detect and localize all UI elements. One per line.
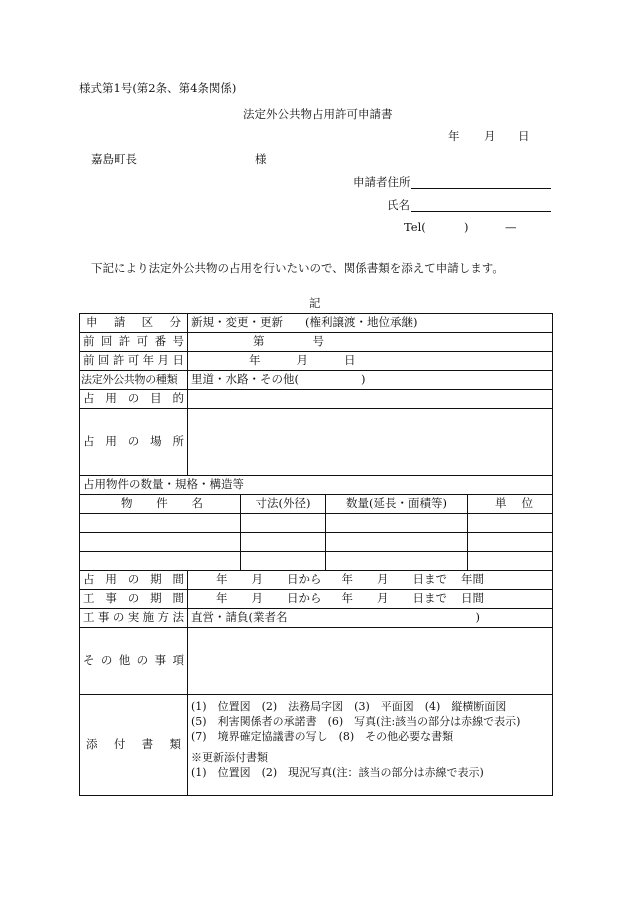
value-other[interactable] [188, 628, 553, 695]
item-unit-cell[interactable] [468, 552, 553, 571]
date-day: 日 [518, 129, 530, 143]
value-prev-permit-no[interactable]: 第 号 [188, 333, 553, 352]
col-item-size: 寸法(外径) [241, 495, 326, 514]
honorific: 様 [255, 152, 267, 166]
tel-paren: ) [464, 220, 469, 234]
item-quantity-cell[interactable] [326, 552, 468, 571]
row-prev-permit-no [80, 333, 553, 352]
col-item-name: 物 件 名 [80, 495, 241, 514]
item-unit-cell[interactable] [468, 533, 553, 552]
row-other [80, 628, 553, 695]
label-application-type: 申 請 区 分 [80, 314, 188, 333]
intro-text: 下記により法定外公共物の占用を行いたいので、関係書類を添えて申請します。 [91, 261, 504, 275]
label-prev-permit-date: 前 回 許 可 年 月 日 [80, 352, 188, 371]
row-location [80, 409, 553, 476]
value-attachments [188, 695, 553, 796]
value-application-type[interactable]: 新規・変更・更新 (権利譲渡・地位承継) [188, 314, 553, 333]
row-purpose [80, 390, 553, 409]
tel-dash: — [505, 220, 517, 234]
col-item-unit: 単 位 [468, 495, 553, 514]
row-items-columns [80, 495, 553, 514]
item-size-cell[interactable] [241, 552, 326, 571]
item-size-cell[interactable] [241, 533, 326, 552]
row-occupancy-period [80, 571, 553, 590]
value-prev-permit-date[interactable]: 年 月 日 [188, 352, 553, 371]
label-construction-period: 工 事 の 期 間 [80, 590, 188, 609]
row-property-type [80, 371, 553, 390]
row-construction-method [80, 609, 553, 628]
row-application-type [80, 314, 553, 333]
label-other: そ の 他 の 事 項 [80, 628, 188, 695]
value-purpose[interactable] [188, 390, 553, 409]
item-name-cell[interactable] [80, 514, 241, 533]
item-name-cell[interactable] [80, 533, 241, 552]
table-row [80, 552, 553, 571]
value-construction-method[interactable]: 直営・請負(業者名 ) [188, 609, 553, 628]
date-month: 月 [484, 129, 496, 143]
applicant-name-field[interactable] [411, 197, 551, 212]
col-item-quantity: 数量(延長・面積等) [326, 495, 468, 514]
attachments-line-2: (5) 利害関係者の承諾書 (6) 写真(注:該当の部分は赤線で表示) [191, 715, 521, 728]
label-construction-method: 工 事 の 実 施 方 法 [80, 609, 188, 628]
label-occupancy-period: 占 用 の 期 間 [80, 571, 188, 590]
label-property-type: 法定外公共物の種類 [80, 371, 188, 390]
item-quantity-cell[interactable] [326, 533, 468, 552]
item-name-cell[interactable] [80, 552, 241, 571]
value-location[interactable] [188, 409, 553, 476]
label-attachments: 添 付 書 類 [80, 695, 188, 796]
date-year: 年 [448, 129, 460, 143]
label-purpose: 占 用 の 目 的 [80, 390, 188, 409]
form-title: 法定外公共物占用許可申請書 [243, 107, 393, 121]
applicant-address-field[interactable] [411, 174, 551, 189]
applicant-name-label: 氏名 [387, 198, 410, 212]
attachments-line-3: (7) 境界確定協議書の写し (8) その他必要な書類 [191, 730, 454, 743]
label-prev-permit-no: 前 回 許 可 番 号 [80, 333, 188, 352]
value-construction-period[interactable]: 年 月 日から 年 月 日まで 日間 [188, 590, 553, 609]
renewal-line: (1) 位置図 (2) 現況写真(注：該当の部分は赤線で表示) [191, 766, 484, 779]
row-items-header [80, 476, 553, 495]
tel-label: Tel( [404, 220, 426, 234]
value-occupancy-period[interactable]: 年 月 日から 年 月 日まで 年間 [188, 571, 553, 590]
table-row [80, 514, 553, 533]
addressee: 嘉島町長 [91, 152, 137, 166]
value-property-type[interactable]: 里道・水路・その他( ) [188, 371, 553, 390]
items-header: 占用物件の数量・規格・構造等 [80, 476, 553, 495]
ki-label: 記 [309, 296, 321, 310]
form-number: 様式第1号(第2条、第4条関係) [79, 81, 237, 95]
attachments-line-1: (1) 位置図 (2) 法務局字図 (3) 平面図 (4) 縦横断面図 [191, 700, 507, 713]
applicant-address-label: 申請者住所 [353, 175, 411, 189]
item-unit-cell[interactable] [468, 514, 553, 533]
row-prev-permit-date [80, 352, 553, 371]
item-size-cell[interactable] [241, 514, 326, 533]
item-quantity-cell[interactable] [326, 514, 468, 533]
table-row [80, 533, 553, 552]
renewal-title: ※更新添付書類 [191, 751, 268, 764]
application-form-table [79, 313, 553, 796]
label-location: 占 用 の 場 所 [80, 409, 188, 476]
row-construction-period [80, 590, 553, 609]
row-attachments [80, 695, 553, 796]
